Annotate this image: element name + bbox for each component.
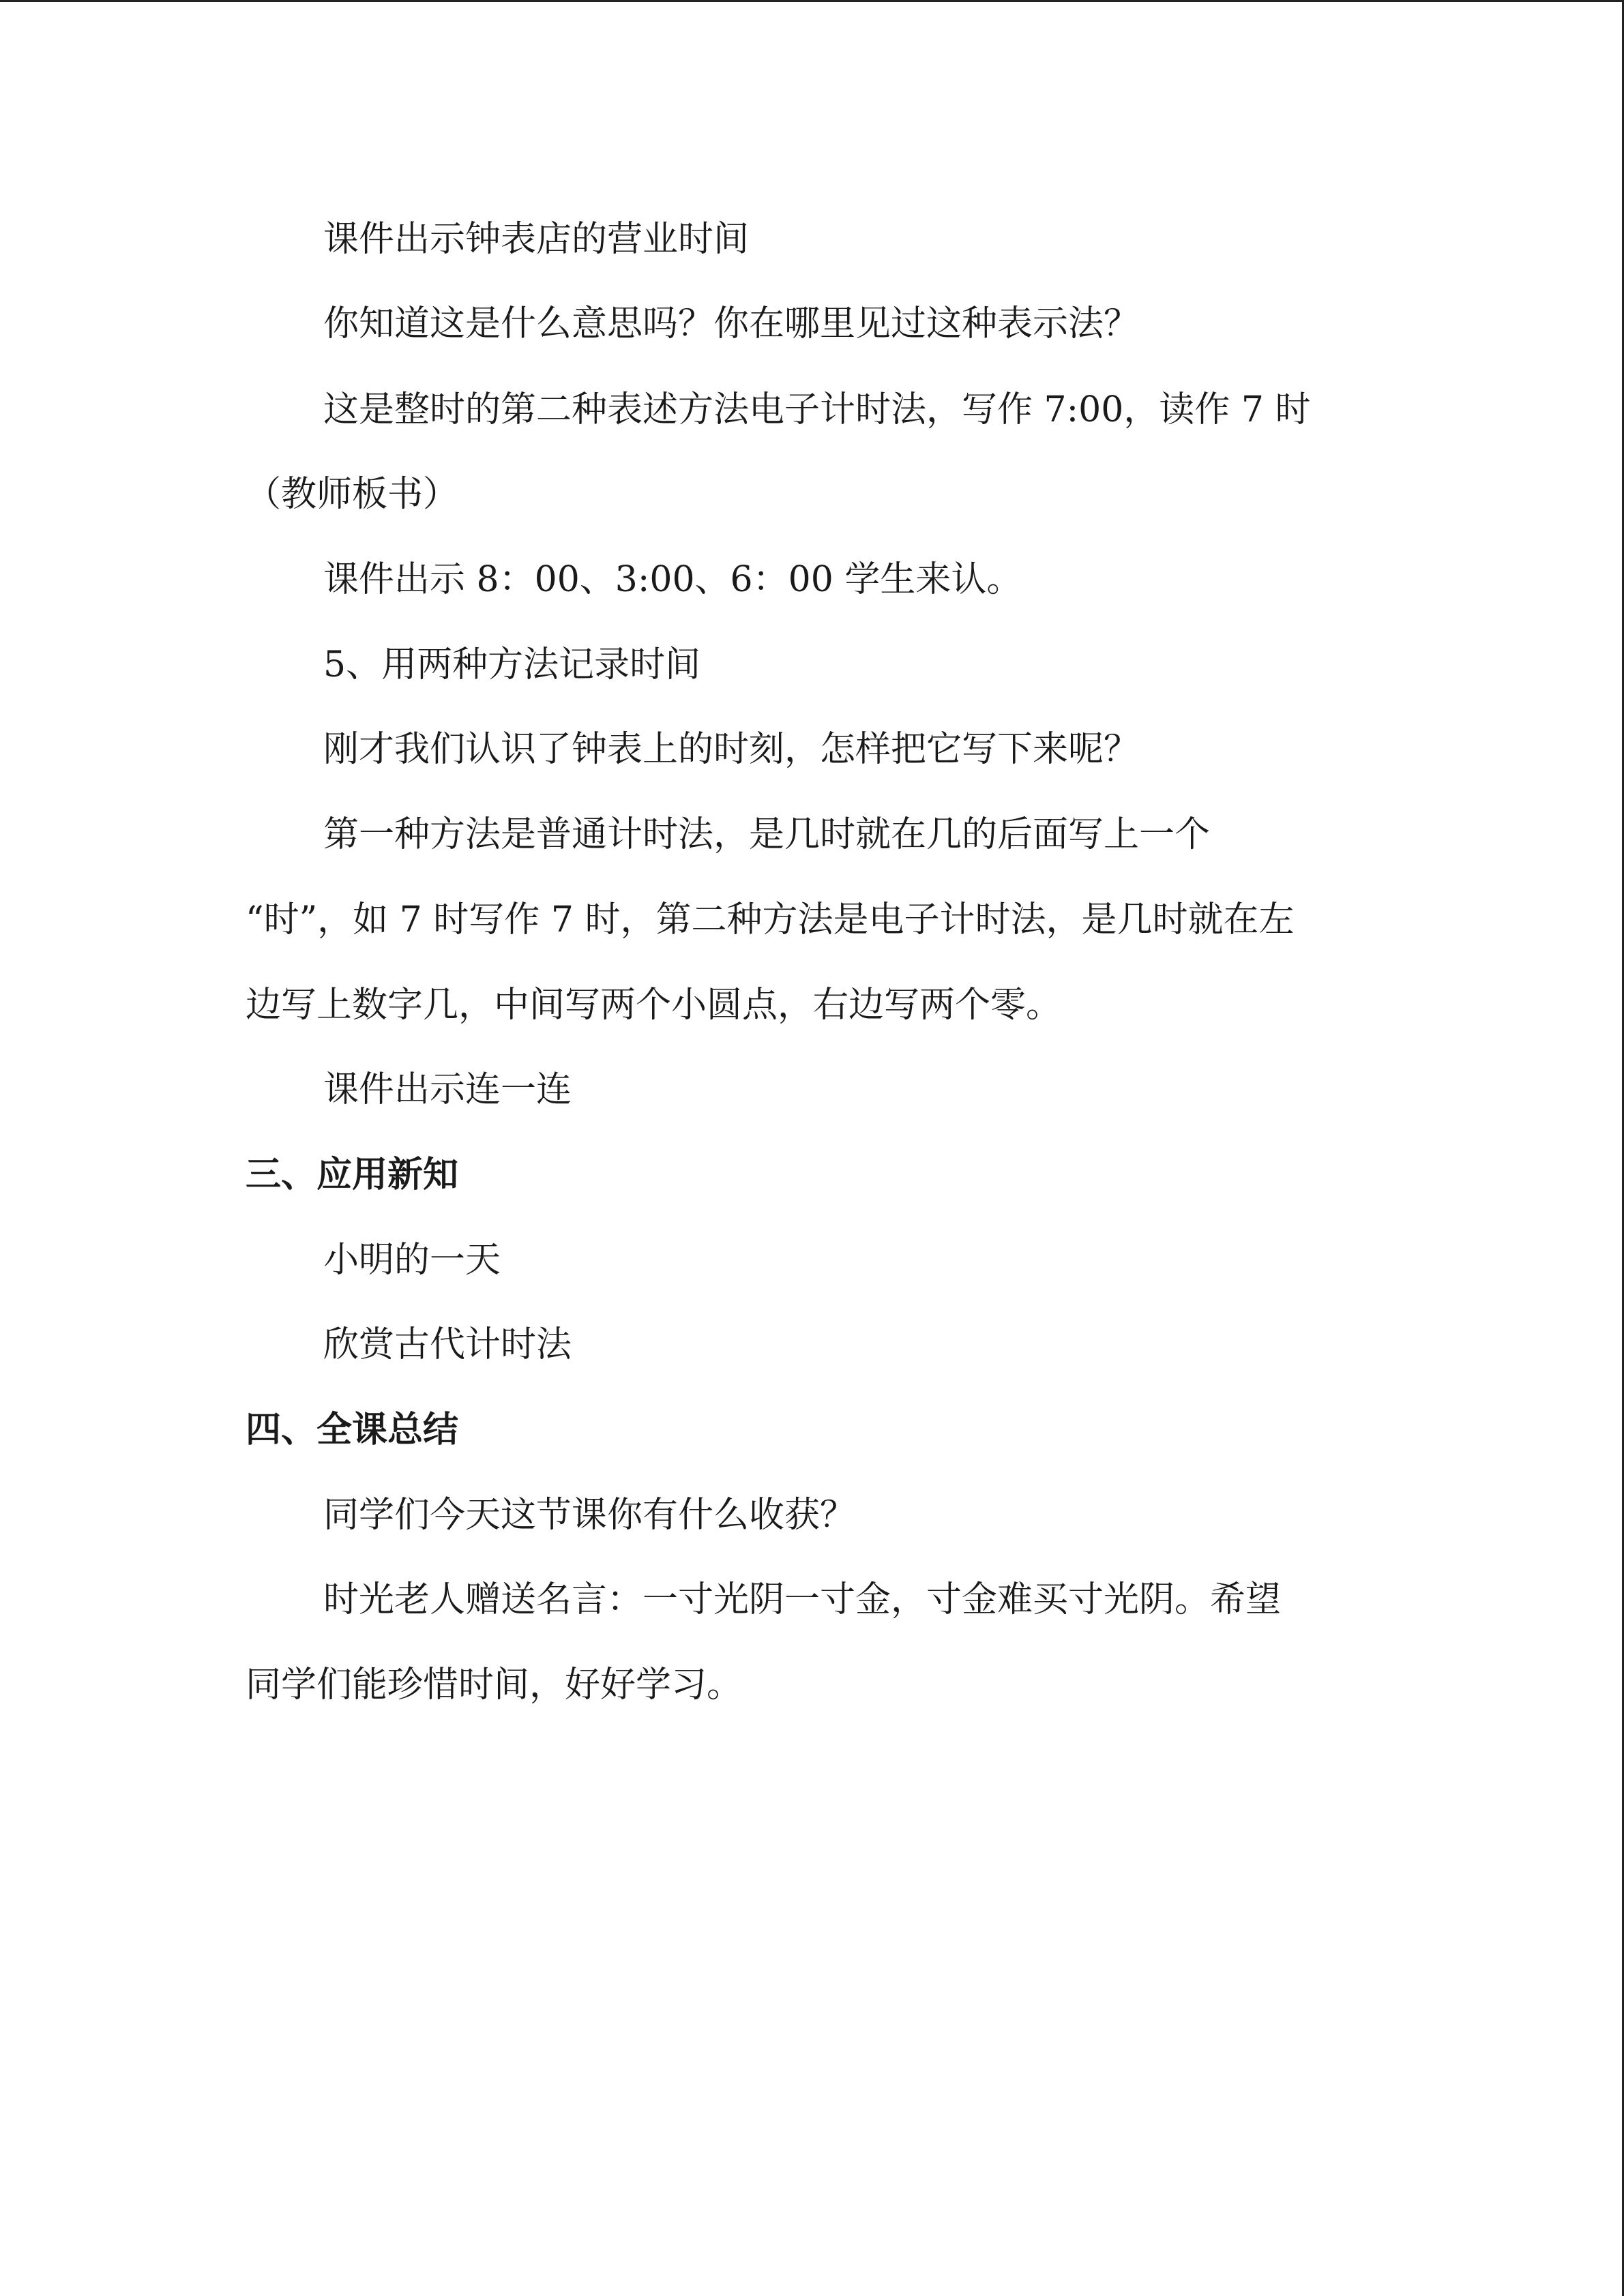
paragraph-first-method: 第一种方法是普通计时法，是几时就在几的后面写上一个 [323,814,1211,855]
paragraph-motto: 时光老人赠送名言：一寸光阴一寸金，寸金难买寸光阴。希望 [323,1579,1282,1620]
paragraph-second-method-cont: 边写上数字几，中间写两个小圆点，右边写两个零。 [246,985,1062,1026]
page-border-top [0,0,1624,2]
paragraph-courseware-examples: 课件出示 8：00、3:00、6：00 学生来认。 [323,559,1022,600]
subheading-two-methods: 5、用两种方法记录时间 [323,644,701,685]
paragraph-first-method-cont: “时”，如 7 时写作 7 时，第二种方法是电子计时法，是几时就在左 [246,899,1295,940]
paragraph-teacher-board-note: （教师板书） [246,474,459,515]
paragraph-courseware-store-hours: 课件出示钟表店的营业时间 [323,219,750,260]
paragraph-question-meaning: 你知道这是什么意思吗？你在哪里见过这种表示法？ [323,303,1140,344]
paragraph-motto-cont: 同学们能珍惜时间，好好学习。 [246,1665,743,1705]
paragraph-what-learned: 同学们今天这节课你有什么收获？ [323,1495,856,1536]
section-heading-summary: 四、全课总结 [246,1409,459,1450]
paragraph-xiaoming-day: 小明的一天 [323,1240,501,1281]
paragraph-courseware-match: 课件出示连一连 [323,1069,572,1110]
paragraph-how-to-write: 刚才我们认识了钟表上的时刻，怎样把它写下来呢？ [323,729,1140,770]
section-heading-apply: 三、应用新知 [246,1154,459,1195]
paragraph-electronic-time-intro: 这是整时的第二种表述方法电子计时法，写作 7:00，读作 7 时 [323,389,1311,430]
paragraph-ancient-timekeeping: 欣赏古代计时法 [323,1324,572,1365]
